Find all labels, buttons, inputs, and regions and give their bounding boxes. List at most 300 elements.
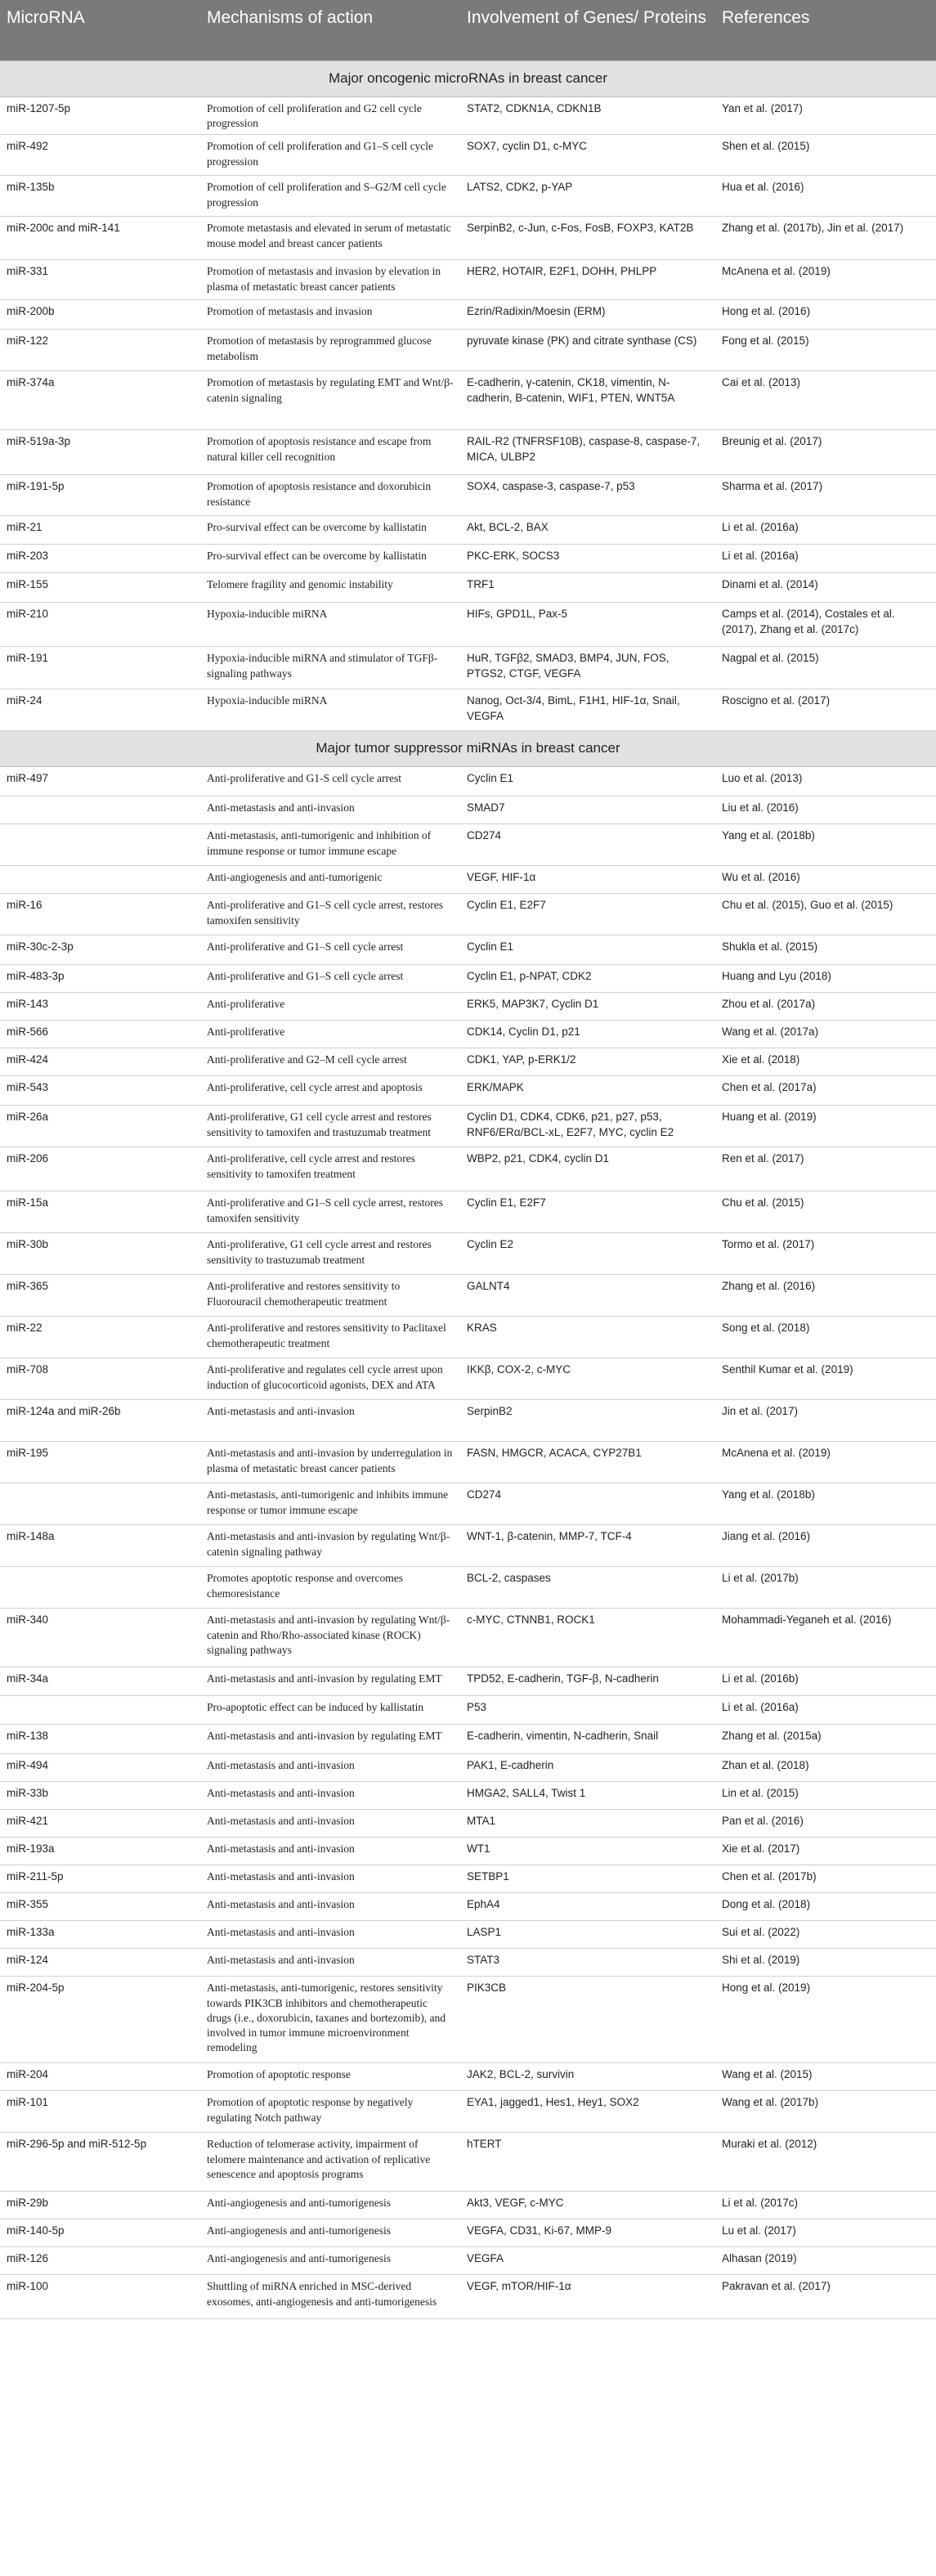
- section-title: Major tumor suppressor miRNAs in breast cancer: [0, 731, 936, 767]
- table-row: [0, 516, 936, 545]
- table-row: [0, 135, 936, 176]
- mirna-cell: miR-193a: [0, 1838, 200, 1865]
- reference-cell: Huang et al. (2019): [715, 1106, 936, 1147]
- mechanism-cell: Anti-metastasis and anti-invasion: [200, 1893, 460, 1921]
- mirna-cell: miR-29b: [0, 2192, 200, 2219]
- genes-cell: SerpinB2: [460, 1400, 715, 1442]
- reference-cell: Xie et al. (2018): [715, 1048, 936, 1076]
- mechanism-cell: Anti-metastasis and anti-invasion: [200, 1754, 460, 1782]
- mirna-cell: miR-30b: [0, 1233, 200, 1275]
- table-row: [0, 1525, 936, 1567]
- mirna-cell: miR-126: [0, 2247, 200, 2275]
- genes-cell: VEGF, mTOR/HIF-1α: [460, 2275, 715, 2319]
- genes-cell: IKKβ, COX-2, c-MYC: [460, 1358, 715, 1400]
- mechanism-cell: Anti-metastasis and anti-invasion: [200, 1921, 460, 1949]
- reference-cell: Luo et al. (2013): [715, 767, 936, 797]
- table-row: [0, 993, 936, 1021]
- reference-cell: Hua et al. (2016): [715, 176, 936, 217]
- mechanism-cell: Anti-metastasis and anti-invasion: [200, 1838, 460, 1865]
- reference-cell: Dong et al. (2018): [715, 1893, 936, 1921]
- table-row: [0, 1567, 936, 1609]
- mechanism-cell: Promotion of apoptosis resistance and escape from natural killer cell recognition: [200, 430, 460, 475]
- reference-cell: McAnena et al. (2019): [715, 260, 936, 300]
- genes-cell: ERK5, MAP3K7, Cyclin D1: [460, 993, 715, 1021]
- mechanism-cell: Promotion of metastasis and invasion: [200, 300, 460, 330]
- mechanism-cell: Pro-apoptotic effect can be induced by kallistatin: [200, 1696, 460, 1725]
- mechanism-cell: Anti-angiogenesis and anti-tumorigenic: [200, 866, 460, 894]
- mirna-cell: miR-122: [0, 330, 200, 371]
- genes-cell: hTERT: [460, 2133, 715, 2192]
- table-row: [0, 2219, 936, 2247]
- mechanism-cell: Anti-metastasis and anti-invasion by underregulation in plasma of metastatic breast cancer patients: [200, 1442, 460, 1483]
- table-row: [0, 767, 936, 797]
- mechanism-cell: Anti-metastasis and anti-invasion by regulating EMT: [200, 1667, 460, 1696]
- reference-cell: Camps et al. (2014), Costales et al. (2017), Zhang et al. (2017c): [715, 603, 936, 647]
- mirna-cell: miR-519a-3p: [0, 430, 200, 475]
- mirna-cell: miR-26a: [0, 1106, 200, 1147]
- mechanism-cell: Anti-angiogenesis and anti-tumorigenesis: [200, 2192, 460, 2219]
- table-row: [0, 1106, 936, 1147]
- mechanism-cell: Anti-proliferative: [200, 1021, 460, 1048]
- mirna-cell: miR-133a: [0, 1921, 200, 1949]
- mechanism-cell: Promotion of cell proliferation and G2 cell cycle progression: [200, 96, 460, 134]
- mechanism-cell: Promotes apoptotic response and overcomes chemoresistance: [200, 1567, 460, 1609]
- genes-cell: Cyclin E1, E2F7: [460, 894, 715, 936]
- table-row: [0, 573, 936, 603]
- mechanism-cell: Promotion of cell proliferation and G1–S cell cycle progression: [200, 135, 460, 176]
- genes-cell: VEGF, HIF-1α: [460, 866, 715, 894]
- mechanism-cell: Anti-proliferative and G1–S cell cycle arrest: [200, 936, 460, 965]
- section-title: Major oncogenic microRNAs in breast cancer: [0, 61, 936, 97]
- reference-cell: Shi et al. (2019): [715, 1949, 936, 1977]
- genes-cell: SETBP1: [460, 1865, 715, 1893]
- table-row: [0, 430, 936, 475]
- mechanism-cell: Shuttling of miRNA enriched in MSC-derived exosomes, anti-angiogenesis and anti-tumorigenesis: [200, 2275, 460, 2319]
- table-row: [0, 1667, 936, 1696]
- genes-cell: P53: [460, 1696, 715, 1725]
- mechanism-cell: Anti-proliferative and G1–S cell cycle arrest, restores tamoxifen sensitivity: [200, 894, 460, 936]
- mechanism-cell: Anti-proliferative and G1–S cell cycle arrest, restores tamoxifen sensitivity: [200, 1192, 460, 1233]
- table-row: [0, 1725, 936, 1754]
- reference-cell: Zhang et al. (2017b), Jin et al. (2017): [715, 217, 936, 260]
- table-row: [0, 1147, 936, 1192]
- table-row: [0, 1865, 936, 1893]
- mirna-cell: miR-210: [0, 603, 200, 647]
- genes-cell: CD274: [460, 1483, 715, 1525]
- mechanism-cell: Anti-proliferative, G1 cell cycle arrest and restores sensitivity to trastuzumab treatment: [200, 1233, 460, 1275]
- table-row: [0, 1275, 936, 1317]
- header-genes-proteins: Involvement of Genes/ Proteins: [460, 0, 715, 61]
- genes-cell: LASP1: [460, 1921, 715, 1949]
- table-header: [0, 0, 936, 61]
- mirna-cell: miR-492: [0, 135, 200, 176]
- table-row: [0, 1400, 936, 1442]
- mechanism-cell: Promote metastasis and elevated in serum of metastatic mouse model and breast cancer patients: [200, 217, 460, 260]
- reference-cell: Jin et al. (2017): [715, 1400, 936, 1442]
- reference-cell: Chen et al. (2017a): [715, 1076, 936, 1106]
- mechanism-cell: Anti-metastasis and anti-invasion: [200, 1810, 460, 1838]
- reference-cell: Hong et al. (2019): [715, 1977, 936, 2063]
- genes-cell: EYA1, jagged1, Hes1, Hey1, SOX2: [460, 2091, 715, 2133]
- mechanism-cell: Anti-metastasis and anti-invasion by regulating Wnt/β-catenin signaling pathway: [200, 1525, 460, 1567]
- reference-cell: Wang et al. (2017a): [715, 1021, 936, 1048]
- genes-cell: ERK/MAPK: [460, 1076, 715, 1106]
- mirna-cell: miR-374a: [0, 371, 200, 430]
- mechanism-cell: Anti-metastasis and anti-invasion: [200, 797, 460, 824]
- mirna-cell: miR-124: [0, 1949, 200, 1977]
- table-row: [0, 2275, 936, 2319]
- mirna-cell: miR-340: [0, 1609, 200, 1667]
- mechanism-cell: Anti-proliferative, G1 cell cycle arrest and restores sensitivity to tamoxifen and trastuzumab treatment: [200, 1106, 460, 1147]
- mirna-cell: miR-1207-5p: [0, 96, 200, 134]
- mirna-cell: miR-24: [0, 689, 200, 731]
- reference-cell: Zhou et al. (2017a): [715, 993, 936, 1021]
- genes-cell: TRF1: [460, 573, 715, 603]
- reference-cell: Zhang et al. (2015a): [715, 1725, 936, 1754]
- mirna-cell: miR-204: [0, 2063, 200, 2091]
- table-row: [0, 300, 936, 330]
- mirna-cell: miR-34a: [0, 1667, 200, 1696]
- table-row: [0, 2063, 936, 2091]
- mirna-cell: miR-33b: [0, 1782, 200, 1810]
- section-row: [0, 731, 936, 767]
- mirna-cell: miR-211-5p: [0, 1865, 200, 1893]
- reference-cell: Sharma et al. (2017): [715, 475, 936, 516]
- genes-cell: PAK1, E-cadherin: [460, 1754, 715, 1782]
- mechanism-cell: Anti-angiogenesis and anti-tumorigenesis: [200, 2219, 460, 2247]
- table-row: [0, 689, 936, 731]
- genes-cell: Akt3, VEGF, c-MYC: [460, 2192, 715, 2219]
- reference-cell: Zhan et al. (2018): [715, 1754, 936, 1782]
- reference-cell: Zhang et al. (2016): [715, 1275, 936, 1317]
- mirna-cell: miR-424: [0, 1048, 200, 1076]
- genes-cell: VEGFA, CD31, Ki-67, MMP-9: [460, 2219, 715, 2247]
- mechanism-cell: Anti-metastasis and anti-invasion by regulating Wnt/β-catenin and Rho/Rho-associated kinase (ROCK) signaling pathways: [200, 1609, 460, 1667]
- mirna-cell: miR-494: [0, 1754, 200, 1782]
- reference-cell: Yan et al. (2017): [715, 96, 936, 134]
- genes-cell: JAK2, BCL-2, survivin: [460, 2063, 715, 2091]
- table-row: [0, 1192, 936, 1233]
- mechanism-cell: Anti-metastasis and anti-invasion: [200, 1949, 460, 1977]
- mirna-cell: [0, 1696, 200, 1725]
- genes-cell: SMAD7: [460, 797, 715, 824]
- reference-cell: Shukla et al. (2015): [715, 936, 936, 965]
- mirna-cell: miR-365: [0, 1275, 200, 1317]
- genes-cell: SOX4, caspase-3, caspase-7, p53: [460, 475, 715, 516]
- genes-cell: CDK14, Cyclin D1, p21: [460, 1021, 715, 1048]
- header-row: [0, 0, 936, 61]
- table-row: [0, 371, 936, 430]
- table-row: [0, 1483, 936, 1525]
- mechanism-cell: Anti-proliferative and regulates cell cycle arrest upon induction of glucocorticoid agonists, DEX and ATA: [200, 1358, 460, 1400]
- reference-cell: Jiang et al. (2016): [715, 1525, 936, 1567]
- mirna-cell: miR-16: [0, 894, 200, 936]
- reference-cell: Pakravan et al. (2017): [715, 2275, 936, 2319]
- genes-cell: E-cadherin, vimentin, N-cadherin, Snail: [460, 1725, 715, 1754]
- table-row: [0, 2091, 936, 2133]
- reference-cell: Nagpal et al. (2015): [715, 647, 936, 689]
- table-row: [0, 894, 936, 936]
- table-row: [0, 2192, 936, 2219]
- reference-cell: Yang et al. (2018b): [715, 1483, 936, 1525]
- genes-cell: FASN, HMGCR, ACACA, CYP27B1: [460, 1442, 715, 1483]
- genes-cell: Cyclin E1, p-NPAT, CDK2: [460, 965, 715, 993]
- mirna-cell: miR-203: [0, 545, 200, 573]
- genes-cell: Cyclin E1: [460, 767, 715, 797]
- mechanism-cell: Anti-metastasis, anti-tumorigenic and inhibition of immune response or tumor immune escape: [200, 824, 460, 866]
- mechanism-cell: Promotion of metastasis by regulating EMT and Wnt/β-catenin signaling: [200, 371, 460, 430]
- mechanism-cell: Anti-metastasis and anti-invasion by regulating EMT: [200, 1725, 460, 1754]
- reference-cell: Lin et al. (2015): [715, 1782, 936, 1810]
- table-row: [0, 260, 936, 300]
- mirna-cell: miR-200c and miR-141: [0, 217, 200, 260]
- mirna-cell: miR-200b: [0, 300, 200, 330]
- genes-cell: TPD52, E-cadherin, TGF-β, N-cadherin: [460, 1667, 715, 1696]
- genes-cell: SOX7, cyclin D1, c-MYC: [460, 135, 715, 176]
- table-row: [0, 1609, 936, 1667]
- reference-cell: Li et al. (2017c): [715, 2192, 936, 2219]
- mirna-cell: miR-206: [0, 1147, 200, 1192]
- header-references: References: [715, 0, 936, 61]
- genes-cell: E-cadherin, γ-catenin, CK18, vimentin, N-cadherin, B-catenin, WIF1, PTEN, WNT5A: [460, 371, 715, 430]
- mirna-cell: miR-143: [0, 993, 200, 1021]
- mechanism-cell: Promotion of apoptosis resistance and doxorubicin resistance: [200, 475, 460, 516]
- mirna-cell: miR-15a: [0, 1192, 200, 1233]
- genes-cell: pyruvate kinase (PK) and citrate synthase (CS): [460, 330, 715, 371]
- mechanism-cell: Hypoxia-inducible miRNA: [200, 603, 460, 647]
- reference-cell: Sui et al. (2022): [715, 1921, 936, 1949]
- reference-cell: Li et al. (2016b): [715, 1667, 936, 1696]
- reference-cell: Chu et al. (2015): [715, 1192, 936, 1233]
- genes-cell: Nanog, Oct-3/4, BimL, F1H1, HIF-1α, Snail, VEGFA: [460, 689, 715, 731]
- reference-cell: Chen et al. (2017b): [715, 1865, 936, 1893]
- reference-cell: Xie et al. (2017): [715, 1838, 936, 1865]
- mirna-cell: miR-191: [0, 647, 200, 689]
- genes-cell: VEGFA: [460, 2247, 715, 2275]
- mirna-cell: miR-148a: [0, 1525, 200, 1567]
- genes-cell: HMGA2, SALL4, Twist 1: [460, 1782, 715, 1810]
- table-row: [0, 1782, 936, 1810]
- table-row: [0, 2133, 936, 2192]
- mirna-cell: miR-100: [0, 2275, 200, 2319]
- table-row: [0, 1317, 936, 1358]
- genes-cell: PKC-ERK, SOCS3: [460, 545, 715, 573]
- mechanism-cell: Anti-metastasis and anti-invasion: [200, 1782, 460, 1810]
- mirna-cell: miR-497: [0, 767, 200, 797]
- mirna-cell: miR-30c-2-3p: [0, 936, 200, 965]
- reference-cell: Senthil Kumar et al. (2019): [715, 1358, 936, 1400]
- mechanism-cell: Anti-proliferative and G1–S cell cycle arrest: [200, 965, 460, 993]
- mechanism-cell: Anti-metastasis, anti-tumorigenic, restores sensitivity towards PIK3CB inhibitors and chemotherapeutic drugs (i.e., doxorubicin, taxanes and bortezomib), and involved in tumor immune microenvironment remodeling: [200, 1977, 460, 2063]
- mirna-cell: [0, 1567, 200, 1609]
- table-row: [0, 1048, 936, 1076]
- mechanism-cell: Hypoxia-inducible miRNA: [200, 689, 460, 731]
- table-row: [0, 96, 936, 134]
- table-row: [0, 176, 936, 217]
- mechanism-cell: Pro-survival effect can be overcome by kallistatin: [200, 545, 460, 573]
- reference-cell: Wang et al. (2015): [715, 2063, 936, 2091]
- mechanism-cell: Anti-proliferative and G1-S cell cycle arrest: [200, 767, 460, 797]
- table-row: [0, 1977, 936, 2063]
- table-row: [0, 217, 936, 260]
- reference-cell: Mohammadi-Yeganeh et al. (2016): [715, 1609, 936, 1667]
- reference-cell: Yang et al. (2018b): [715, 824, 936, 866]
- table-row: [0, 1358, 936, 1400]
- genes-cell: Cyclin E1: [460, 936, 715, 965]
- mechanism-cell: Reduction of telomerase activity, impairment of telomere maintenance and activation of replicative senescence and apoptosis programs: [200, 2133, 460, 2192]
- mechanism-cell: Anti-angiogenesis and anti-tumorigenesis: [200, 2247, 460, 2275]
- table-row: [0, 1021, 936, 1048]
- table-row: [0, 603, 936, 647]
- reference-cell: Muraki et al. (2012): [715, 2133, 936, 2192]
- mechanism-cell: Promotion of metastasis by reprogrammed glucose metabolism: [200, 330, 460, 371]
- reference-cell: Liu et al. (2016): [715, 797, 936, 824]
- table-row: [0, 1233, 936, 1275]
- section-row: [0, 61, 936, 97]
- table-row: [0, 824, 936, 866]
- genes-cell: STAT2, CDKN1A, CDKN1B: [460, 96, 715, 134]
- table-row: [0, 1893, 936, 1921]
- genes-cell: Cyclin E1, E2F7: [460, 1192, 715, 1233]
- genes-cell: HIFs, GPD1L, Pax-5: [460, 603, 715, 647]
- mirna-cell: miR-124a and miR-26b: [0, 1400, 200, 1442]
- mechanism-cell: Anti-proliferative and G2–M cell cycle arrest: [200, 1048, 460, 1076]
- mechanism-cell: Promotion of apoptotic response: [200, 2063, 460, 2091]
- mirna-cell: miR-101: [0, 2091, 200, 2133]
- mechanism-cell: Anti-metastasis and anti-invasion: [200, 1400, 460, 1442]
- mirna-cell: miR-566: [0, 1021, 200, 1048]
- reference-cell: Wu et al. (2016): [715, 866, 936, 894]
- genes-cell: EphA4: [460, 1893, 715, 1921]
- mirna-cell: miR-421: [0, 1810, 200, 1838]
- reference-cell: Cai et al. (2013): [715, 371, 936, 430]
- header-mechanisms: Mechanisms of action: [200, 0, 460, 61]
- reference-cell: Hong et al. (2016): [715, 300, 936, 330]
- mechanism-cell: Anti-proliferative, cell cycle arrest and apoptosis: [200, 1076, 460, 1106]
- reference-cell: Dinami et al. (2014): [715, 573, 936, 603]
- genes-cell: LATS2, CDK2, p-YAP: [460, 176, 715, 217]
- genes-cell: WBP2, p21, CDK4, cyclin D1: [460, 1147, 715, 1192]
- genes-cell: HER2, HOTAIR, E2F1, DOHH, PHLPP: [460, 260, 715, 300]
- table-row: [0, 1696, 936, 1725]
- mechanism-cell: Anti-proliferative, cell cycle arrest and restores sensitivity to tamoxifen treatment: [200, 1147, 460, 1192]
- reference-cell: Alhasan (2019): [715, 2247, 936, 2275]
- reference-cell: Li et al. (2017b): [715, 1567, 936, 1609]
- mechanism-cell: Anti-proliferative: [200, 993, 460, 1021]
- mechanism-cell: Anti-metastasis, anti-tumorigenic and inhibits immune response or tumor immune escape: [200, 1483, 460, 1525]
- mirna-cell: miR-204-5p: [0, 1977, 200, 2063]
- genes-cell: Cyclin D1, CDK4, CDK6, p21, p27, p53, RNF6/ERα/BCL-xL, E2F7, MYC, cyclin E2: [460, 1106, 715, 1147]
- mirna-cell: miR-195: [0, 1442, 200, 1483]
- table-row: [0, 797, 936, 824]
- mirna-cell: miR-21: [0, 516, 200, 545]
- mirna-cell: miR-138: [0, 1725, 200, 1754]
- genes-cell: RAIL-R2 (TNFRSF10B), caspase-8, caspase-7, MICA, ULBP2: [460, 430, 715, 475]
- genes-cell: WT1: [460, 1838, 715, 1865]
- mirna-cell: miR-22: [0, 1317, 200, 1358]
- mechanism-cell: Anti-metastasis and anti-invasion: [200, 1865, 460, 1893]
- reference-cell: Tormo et al. (2017): [715, 1233, 936, 1275]
- mirna-cell: [0, 824, 200, 866]
- genes-cell: KRAS: [460, 1317, 715, 1358]
- genes-cell: CD274: [460, 824, 715, 866]
- mirna-cell: miR-708: [0, 1358, 200, 1400]
- mechanism-cell: Pro-survival effect can be overcome by kallistatin: [200, 516, 460, 545]
- genes-cell: BCL-2, caspases: [460, 1567, 715, 1609]
- mechanism-cell: Promotion of apoptotic response by negatively regulating Notch pathway: [200, 2091, 460, 2133]
- table-row: [0, 1921, 936, 1949]
- table-row: [0, 647, 936, 689]
- table-row: [0, 866, 936, 894]
- mechanism-cell: Hypoxia-inducible miRNA and stimulator of TGFβ-signaling pathways: [200, 647, 460, 689]
- table-row: [0, 2247, 936, 2275]
- table-row: [0, 1076, 936, 1106]
- genes-cell: Cyclin E2: [460, 1233, 715, 1275]
- reference-cell: Pan et al. (2016): [715, 1810, 936, 1838]
- genes-cell: HuR, TGFβ2, SMAD3, BMP4, JUN, FOS, PTGS2, CTGF, VEGFA: [460, 647, 715, 689]
- reference-cell: McAnena et al. (2019): [715, 1442, 936, 1483]
- reference-cell: Ren et al. (2017): [715, 1147, 936, 1192]
- genes-cell: SerpinB2, c-Jun, c-Fos, FosB, FOXP3, KAT2B: [460, 217, 715, 260]
- reference-cell: Huang and Lyu (2018): [715, 965, 936, 993]
- reference-cell: Li et al. (2016a): [715, 545, 936, 573]
- table-row: [0, 1810, 936, 1838]
- mechanism-cell: Telomere fragility and genomic instability: [200, 573, 460, 603]
- reference-cell: Li et al. (2016a): [715, 1696, 936, 1725]
- reference-cell: Wang et al. (2017b): [715, 2091, 936, 2133]
- mechanism-cell: Promotion of metastasis and invasion by elevation in plasma of metastatic breast cancer patients: [200, 260, 460, 300]
- reference-cell: Roscigno et al. (2017): [715, 689, 936, 731]
- genes-cell: Ezrin/Radixin/Moesin (ERM): [460, 300, 715, 330]
- mirna-cell: miR-483-3p: [0, 965, 200, 993]
- reference-cell: Chu et al. (2015), Guo et al. (2015): [715, 894, 936, 936]
- reference-cell: Fong et al. (2015): [715, 330, 936, 371]
- reference-cell: Breunig et al. (2017): [715, 430, 936, 475]
- table-row: [0, 1838, 936, 1865]
- genes-cell: GALNT4: [460, 1275, 715, 1317]
- table-row: [0, 1949, 936, 1977]
- reference-cell: Li et al. (2016a): [715, 516, 936, 545]
- reference-cell: Lu et al. (2017): [715, 2219, 936, 2247]
- reference-cell: Song et al. (2018): [715, 1317, 936, 1358]
- mirna-cell: miR-140-5p: [0, 2219, 200, 2247]
- mirna-cell: miR-543: [0, 1076, 200, 1106]
- genes-cell: Akt, BCL-2, BAX: [460, 516, 715, 545]
- genes-cell: c-MYC, CTNNB1, ROCK1: [460, 1609, 715, 1667]
- mechanism-cell: Anti-proliferative and restores sensitivity to Fluorouracil chemotherapeutic treatment: [200, 1275, 460, 1317]
- genes-cell: CDK1, YAP, p-ERK1/2: [460, 1048, 715, 1076]
- table-row: [0, 1754, 936, 1782]
- table-row: [0, 1442, 936, 1483]
- genes-cell: WNT-1, β-catenin, MMP-7, TCF-4: [460, 1525, 715, 1567]
- mirna-cell: miR-296-5p and miR-512-5p: [0, 2133, 200, 2192]
- mirna-cell: miR-191-5p: [0, 475, 200, 516]
- reference-cell: Shen et al. (2015): [715, 135, 936, 176]
- genes-cell: MTA1: [460, 1810, 715, 1838]
- mirna-cell: [0, 797, 200, 824]
- mirna-cell: [0, 1483, 200, 1525]
- table-row: [0, 475, 936, 516]
- table-body: [0, 61, 936, 2319]
- genes-cell: PIK3CB: [460, 1977, 715, 2063]
- table-row: [0, 936, 936, 965]
- table-row: [0, 545, 936, 573]
- mirna-cell: miR-355: [0, 1893, 200, 1921]
- header-microrna: MicroRNA: [0, 0, 200, 61]
- mirna-cell: miR-135b: [0, 176, 200, 217]
- mirna-cell: [0, 866, 200, 894]
- table-row: [0, 330, 936, 371]
